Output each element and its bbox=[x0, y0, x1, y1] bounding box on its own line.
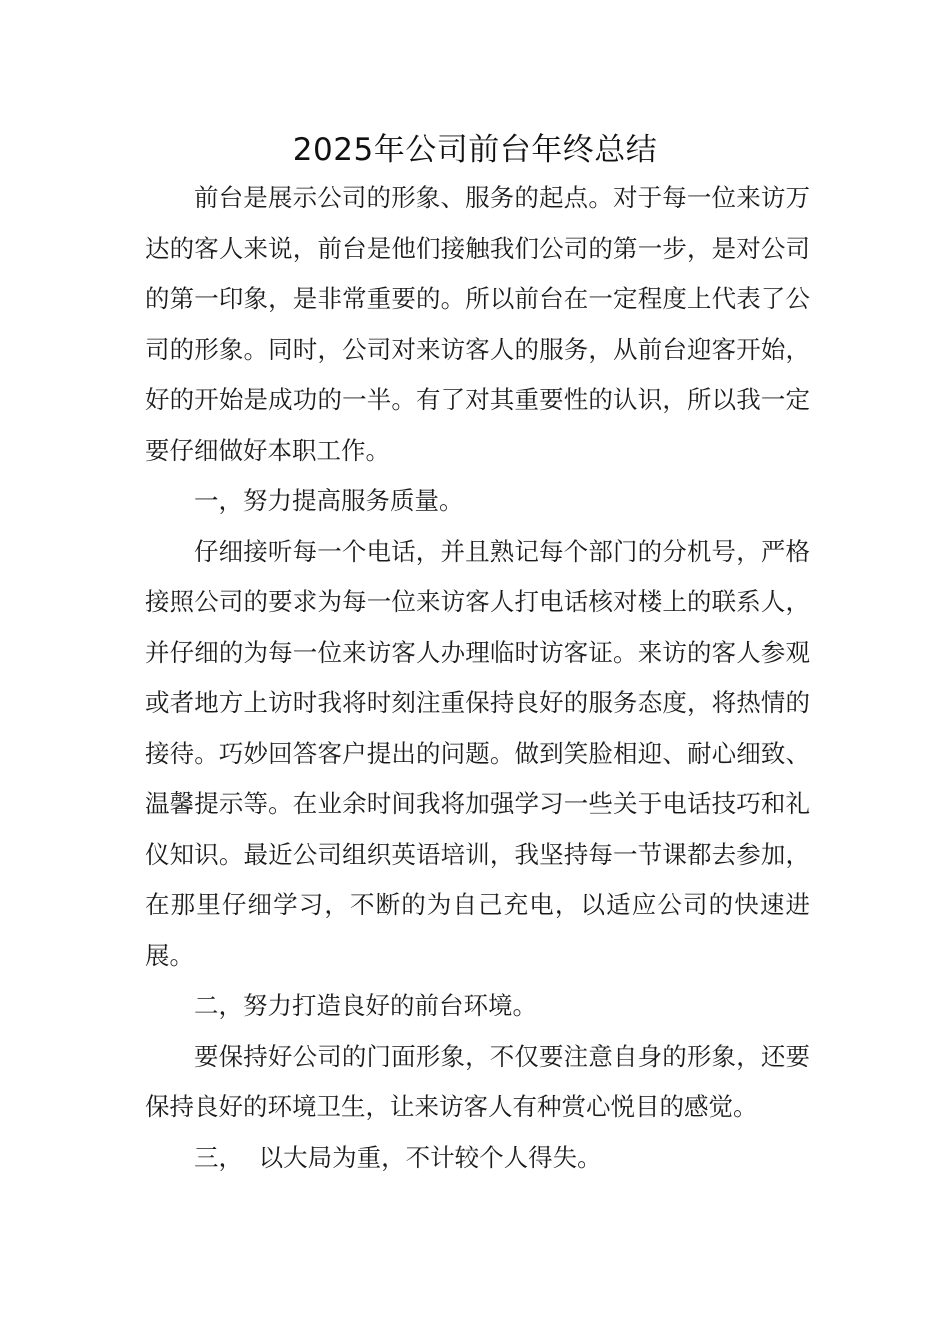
document-body bbox=[145, 173, 810, 1183]
section-heading-2: 二，努力打造良好的前台环境。 bbox=[194, 991, 537, 1020]
section-heading-3: 三， 以大局为重，不计较个人得失。 bbox=[194, 1142, 602, 1172]
paragraph-service: 仔细接听每一个电话，并且熟记每个部门的分机号，严格接照公司的要求为每一位来访客人打电话核对楼上的联系人，并仔细的为每一位来访客人办理临时访客证。来访的客人参观或者地方上访时我将时刻注重保持良好的服务态度，将热情的接待。巧妙回答客户提出的问题。做到笑脸相迎、耐心细致、温馨提示等。在业余时间我将加强学习一些关于电话技巧和礼仪知识。最近公司组织英语培训，我坚持每一节课都去参加，在那里仔细学习，不断的为自己充电，以适应公司的快速进展。 bbox=[145, 536, 810, 970]
paragraph-intro: 前台是展示公司的形象、服务的起点。对于每一位来访万达的客人来说，前台是他们接触我们公司的第一步，是对公司的第一印象，是非常重要的。所以前台在一定程度上代表了公司的形象。同时，公司对来访客人的服务，从前台迎客开始，好的开始是成功的一半。有了对其重要性的认识，所以我一定要仔细做好本职工作。 bbox=[145, 183, 810, 465]
paragraph-environment: 要保持好公司的门面形象，不仅要注意自身的形象，还要保持良好的环境卫生，让来访客人有种赏心悦目的感觉。 bbox=[145, 1041, 810, 1121]
section-heading-1: 一，努力提高服务质量。 bbox=[194, 486, 464, 515]
document-title: 2025年公司前台年终总结 bbox=[292, 132, 658, 168]
